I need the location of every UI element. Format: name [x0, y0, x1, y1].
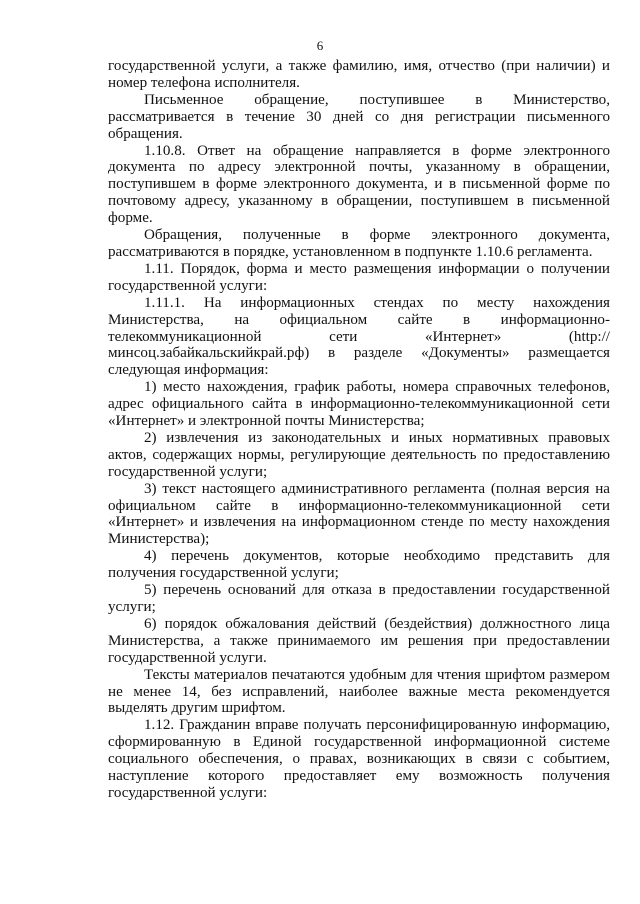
paragraph-font-requirements: Тексты материалов печатаются удобным для чтения шрифтом размером не менее 14, без исправлений, наиболее важные места рекомендуется выделять другим шрифтом. — [108, 666, 610, 717]
document-body — [108, 58, 610, 802]
list-item-5: 5) перечень оснований для отказа в предоставлении государственной услуги; — [108, 582, 610, 615]
list-item-1: 1) место нахождения, график работы, номера справочных телефонов, адрес официального сайта в информационно-телекоммуникационной сети «Интернет» и электронной почты Министерства; — [108, 379, 610, 430]
paragraph-1-11: 1.11. Порядок, форма и место размещения информации о получении государственной услуги: — [108, 260, 610, 294]
paragraph-1-12: 1.12. Гражданин вправе получать персонифицированную информацию, сформированную в Единой государственной информационной системе социального обеспечения, о правах, возникающих в связи с событием, наступление которого предоставляет ему возможность получения государственной услуги: — [108, 717, 610, 801]
list-item-2: 2) извлечения из законодательных и иных нормативных правовых актов, содержащих нормы, регулирующие деятельность по предоставлению государственной услуги; — [108, 429, 610, 480]
paragraph-written-appeal: Письменное обращение, поступившее в Министерство, рассматривается в течение 30 дней со дня регистрации письменного обращения. — [108, 91, 610, 142]
page-number: 6 — [316, 38, 324, 53]
paragraph-electronic-appeals: Обращения, полученные в форме электронного документа, рассматриваются в порядке, установленном в подпункте 1.10.6 регламента. — [108, 227, 610, 260]
paragraph-1-11-1: 1.11.1. На информационных стендах по месту нахождения Министерства, на официальном сайте в информационно-телекоммуникационной сети «Интернет» (http://минсоц.забайкальскийкрай.рф) в разделе «Документы» размещается следующая информация: — [108, 294, 610, 379]
list-item-6: 6) порядок обжалования действий (бездействия) должностного лица Министерства, а также принимаемого им решения при предоставлении государственной услуги. — [108, 615, 610, 666]
list-item-3: 3) текст настоящего административного регламента (полная версия на официальном сайте в информационно-телекоммуникационной сети «Интернет» и извлечения на информационном стенде по месту нахождения Министерства); — [108, 480, 610, 548]
paragraph-continuation: государственной услуги, а также фамилию, имя, отчество (при наличии) и номер телефона исполнителя. — [108, 58, 610, 91]
paragraph-1-10-8: 1.10.8. Ответ на обращение направляется в форме электронного документа по адресу электронной почты, указанному в обращении, поступившем в форме электронного документа, и в письменной форме по почтовому адресу, указанному в обращении, поступившем в письменной форме. — [108, 142, 610, 227]
list-item-4: 4) перечень документов, которые необходимо представить для получения государственной услуги; — [108, 548, 610, 582]
